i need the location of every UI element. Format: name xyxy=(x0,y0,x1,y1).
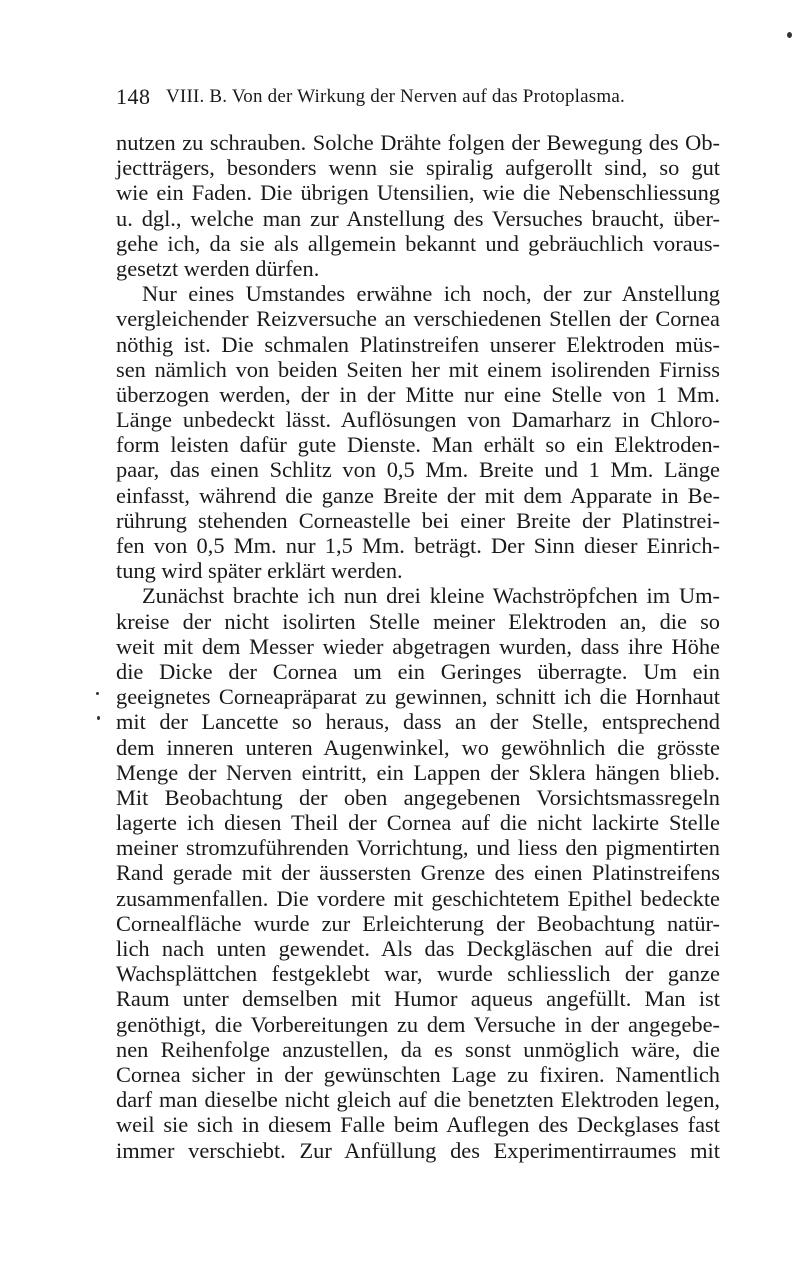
text-line: überzogen werden, der in der Mitte nur eine Stelle von 1 Mm. xyxy=(116,381,720,407)
text-line: u. dgl., welche man zur Anstellung des Versuches braucht, über- xyxy=(116,205,720,231)
text-line: immer verschiebt. Zur Anfüllung des Experimentirraumes mit xyxy=(116,1137,720,1163)
text-line: jectträgers, besonders wenn sie spiralig aufgerollt sind, so gut xyxy=(116,155,720,181)
text-line: Nur eines Umstandes erwähne ich noch, der zur Anstellung xyxy=(142,281,720,307)
text-line: rührung stehenden Corneastelle bei einer Breite der Platinstrei- xyxy=(116,507,720,533)
text-line: meiner stromzuführenden Vorrichtung, und liess den pigmentirten xyxy=(116,835,720,861)
text-line: form leisten dafür gute Dienste. Man erhält so ein Elektroden- xyxy=(116,432,720,458)
page-number: 148 xyxy=(116,84,151,109)
body-text xyxy=(116,130,720,1163)
scan-speck xyxy=(96,692,99,695)
text-line: Cornea sicher in der gewünschten Lage zu fixiren. Namentlich xyxy=(116,1061,720,1087)
text-line: gesetzt werden dürfen. xyxy=(116,255,320,281)
text-line: zusammenfallen. Die vordere mit geschichtetem Epithel bedeckte xyxy=(116,885,720,911)
text-line: einfasst, während die ganze Breite der mit dem Apparate in Be- xyxy=(116,482,720,508)
running-title: VIII. B. Von der Wirkung der Nerven auf das Protoplasma. xyxy=(166,86,625,107)
text-line: Cornealfläche wurde zur Erleichterung der Beobachtung natür- xyxy=(116,910,720,936)
text-line: nutzen zu schrauben. Solche Drähte folgen der Bewegung des Ob- xyxy=(116,130,720,155)
text-line: mit der Lancette so heraus, dass an der Stelle, entsprechend xyxy=(116,709,720,735)
text-line: Raum unter demselben mit Humor aqueus angefüllt. Man ist xyxy=(116,986,720,1012)
text-line: weit mit dem Messer wieder abgetragen wurden, dass ihre Höhe xyxy=(116,633,720,659)
text-line: lagerte ich diesen Theil der Cornea auf die nicht lackirte Stelle xyxy=(116,810,720,836)
text-line: tung wird später erklärt werden. xyxy=(116,558,403,584)
scan-speck xyxy=(787,32,792,38)
text-line: Rand gerade mit der äussersten Grenze des einen Platinstreifens xyxy=(116,860,720,886)
text-line: geeignetes Corneapräparat zu gewinnen, schnitt ich die Hornhaut xyxy=(116,684,720,710)
text-line: paar, das einen Schlitz von 0,5 Mm. Breite und 1 Mm. Länge xyxy=(116,457,720,483)
text-line: Mit Beobachtung der oben angegebenen Vorsichtsmassregeln xyxy=(116,784,720,810)
text-line: nöthig ist. Die schmalen Platinstreifen unserer Elektroden müs- xyxy=(116,331,720,357)
text-line: vergleichender Reizversuche an verschiedenen Stellen der Cornea xyxy=(116,306,720,332)
paragraph xyxy=(116,583,720,1162)
page-header xyxy=(116,84,716,114)
text-line: wie ein Faden. Die übrigen Utensilien, wie die Nebenschliessung xyxy=(116,180,720,206)
text-line: gehe ich, da sie als allgemein bekannt und gebräuchlich voraus- xyxy=(116,230,720,256)
paragraph xyxy=(116,281,720,583)
text-line: sen nämlich von beiden Seiten her mit einem isolirenden Firniss xyxy=(116,356,720,382)
text-line: darf man dieselbe nicht gleich auf die benetzten Elektroden legen, xyxy=(116,1087,720,1113)
text-line: die Dicke der Cornea um ein Geringes überragte. Um ein xyxy=(116,658,720,684)
text-line: Wachsplättchen festgeklebt war, wurde schliesslich der ganze xyxy=(116,961,720,987)
scan-speck xyxy=(97,716,100,720)
paragraph xyxy=(116,130,720,281)
text-line: lich nach unten gewendet. Als das Deckgläschen auf die drei xyxy=(116,936,720,961)
text-line: Länge unbedeckt lässt. Auflösungen von Damarharz in Chloro- xyxy=(116,407,720,433)
text-line: fen von 0,5 Mm. nur 1,5 Mm. beträgt. Der Sinn dieser Einrich- xyxy=(116,533,720,558)
text-line: genöthigt, die Vorbereitungen zu dem Versuche in der angegebe- xyxy=(116,1011,720,1037)
text-line: nen Reihenfolge anzustellen, da es sonst unmöglich wäre, die xyxy=(116,1036,720,1062)
text-line: Menge der Nerven eintritt, ein Lappen der Sklera hängen blieb. xyxy=(116,759,720,785)
text-line: Zunächst brachte ich nun drei kleine Wachströpfchen im Um- xyxy=(142,583,720,609)
text-line: dem inneren unteren Augenwinkel, wo gewöhnlich die grösste xyxy=(116,734,720,760)
text-line: weil sie sich in diesem Falle beim Auflegen des Deckglases fast xyxy=(116,1112,720,1138)
text-line: kreise der nicht isolirten Stelle meiner Elektroden an, die so xyxy=(116,608,720,634)
